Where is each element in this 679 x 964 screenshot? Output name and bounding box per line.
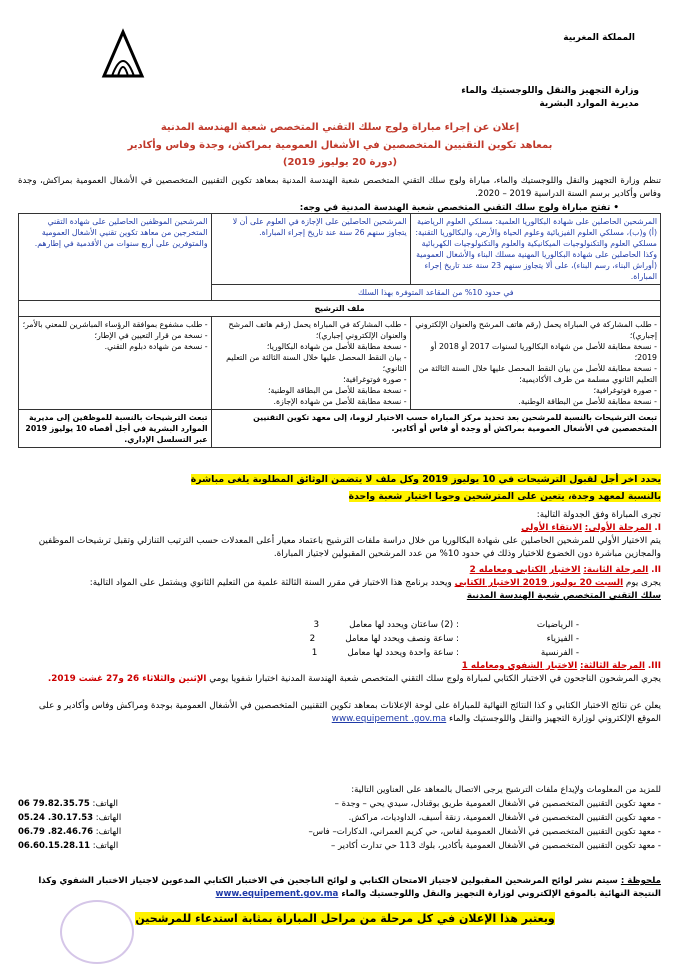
subject-row (310, 632, 579, 646)
contact-phone: 06.60.15.28.11 (18, 841, 91, 851)
doc-item: - طلب المشاركة في المباراة يحمل (رقم هاتف المرشح والعنوان الإلكتروني إجباري)؛ (228, 320, 407, 340)
results-text: يعلن عن نتائج الاختبار الكتابي و كذا النتائج النهائية للمباراة على لوحة الإعلانات بمعاهد تكوين التقنيين المتخصصين في الأشغال العمومية بوجدة ومراكش وفاس وأكادير و على الموقع الإلكتروني لوزارة التجهيز والنقل واللوجستيك والماء (38, 701, 661, 724)
stage-3 (18, 660, 661, 686)
deadline-line-1: يحدد اخر أجل لقبول الترشيحات في 10 يوليوز 2019 وكل ملف لا يتضمن الوثائق المطلوبة يلغى مباشرة (190, 474, 661, 485)
contact-address: - معهد تكوين التقنيين المتخصصين في الأشغال العمومية بأكادير، بلوك 113 حي تدارت أكادير – (331, 841, 661, 851)
doc-item: - طلب المشاركة في المباراة يحمل (رقم هاتف المرشح والعنوان الإلكتروني إجباري)؛ (415, 320, 657, 340)
stages-heading: تجرى المباراة وفق الجدولة التالية: (536, 510, 661, 520)
title-line-3: (دورة 20 يوليوز 2019) (282, 157, 398, 168)
doc-item: - نسخة من قرار التعيين في الإطار؛ (94, 331, 208, 340)
title-line-1: إعلان عن إجراء مباراة ولوج سلك التقني المتخصص شعبة الهندسة المدنية (160, 122, 520, 133)
doc-item: - نسخة مطابقة للأصل من البطاقة الوطنية؛ (267, 386, 407, 395)
col1-docs (410, 317, 660, 410)
eligibility-table (18, 213, 661, 448)
contact-phone-label: الهاتف: (95, 813, 122, 823)
contact-address: - معهد تكوين التقنيين المتخصصين في الأشغال العمومية لفاس، حي كريم العمراني، الدكارات– فاس– (308, 827, 661, 837)
contact-phone: 05.24 .30.17.53 (18, 813, 94, 823)
stage-3-num: III. (647, 661, 661, 671)
stage-1-text: يتم الاختيار الأولي للمرشحين الحاصلين على شهادة البكالوريا من خلال دراسة ملفات الترشيح باعتماد معيار أعلى المعدلات حسب الترتيب التنازلي وتقبل ترشيحات الموظفين والمجازين مباشرة دون الخضوع للاختيار وذلك في حدود 10% من عدد المرشحين المقبولين لاجتياز المباراة. (38, 536, 661, 559)
doc-item: - نسخة مطابقة للأصل من شهادة البكالوريا لسنوات 2017 أو 2018 أو 2019؛ (430, 342, 657, 362)
contact-phone: 06 79.82.35.75 (18, 799, 90, 809)
col3-head: المرشحين الموظفين الحاصلين على شهادة التقني المتخرجين من معاهد تكوين تقنيي الأشغال العمومية والمتوفرين على أربع سنوات من الأقدمية في إطارهم. (19, 214, 212, 301)
doc-item: - نسخة من شهادة دبلوم التقني. (104, 342, 208, 351)
contact-phone: 06.79 .82.46.76 (18, 827, 94, 837)
stage-2-name: الاختبار الكتابي ومعامله 2 (469, 565, 581, 575)
stage-2-num: II. (651, 565, 661, 575)
subject-name: - الرياضيات (536, 620, 579, 630)
stage-3-label: المرحلة الثالثة: (580, 661, 646, 671)
doc-item: - نسخة مطابقة للأصل من شهادة البكالوريا؛ (266, 342, 407, 351)
stage-3-text-a: يجري المرشحون الناجحون في الاختبار الكتابي لمباراة ولوج سلك التقني المتخصص شعبة الهندسة المدنية اختبارا شفويا يومي (209, 674, 661, 684)
subjects-list (310, 618, 579, 660)
intro-paragraph: تنظم وزارة التجهيز والنقل واللوجستيك والماء، مباراة ولوج سلك التقني المتخصص شعبة الهندسة المدنية بمعاهد تكوين التقنيين المتخصصين في الأشغال العمومية بمراكش، وجدة وفاس وأكادير برسم السنة الدراسية 2019 – 2020. (18, 176, 661, 199)
subject-coef: 1 (311, 648, 318, 658)
final-statement (80, 912, 610, 925)
stage-2-text-a: يجرى يوم (625, 578, 661, 588)
doc-item: - صورة فوتوغرافية؛ (593, 386, 657, 395)
send-candidates-cell: تبعث الترشيحات بالنسبة للمرشحين بعد تحديد مركز المباراة حسب الاختيار لزوما، إلى معهد تكوين التقنيين المتخصصين في الأشغال العمومية بمراكش أو وجدة أو فاس أو أكادير. (211, 410, 660, 448)
doc-item: - نسخة مطابقة للأصل من البطاقة الوطنية. (518, 397, 657, 406)
note-text: سيتم نشر لوائح المرشحين المقبولين لاجتياز الامتحان الكتابي و لوائح الناجحين في الاختبار الكتابي المدعوين لاجتياز الاختبار الشفوي وكذا النتيجة النهائية بالموقع الإلكتروني لوزارة التجهيز والنقل واللوجستيك والماء (38, 876, 661, 899)
quota-cell: في حدود 10% من المقاعد المتوفرة بهذا السلك (211, 285, 660, 301)
contact-address: - معهد تكوين التقنيين المتخصصين في الأشغال العمومية، زنقة أسيف، الداوديات، مراكش. (348, 813, 661, 823)
doc-item: - طلب مشفوع بموافقة الرؤساء المباشرين للمعني بالأمر؛ (22, 320, 208, 329)
stage-2-date: السبت 20 يوليوز 2019 الاختبار الكتابي (454, 578, 624, 588)
contacts-intro: للمزيد من المعلومات ولإيداع ملفات الترشيح يرجى الاتصال بالمعاهد على العناوين التالية: (351, 785, 661, 795)
subject-row (310, 646, 579, 660)
kingdom-label: المملكة المغربية (563, 33, 635, 43)
subject-row (310, 618, 579, 632)
note-label: ملحوظة : (620, 876, 661, 886)
note-website-link[interactable]: www.equipement.gov.ma (215, 889, 339, 899)
contact-row (18, 797, 661, 811)
subject-desc: : ساعة واحدة ويحدد لها معامل (347, 648, 459, 658)
final-text: ويعتبر هذا الإعلان في كل مرحلة من مراحل المباراة بمثابة استدعاء للمرشحين (135, 912, 555, 925)
doc-item: - نسخة مطابقة للأصل من بيان النقط المحصل عليها خلال السنة الثالثة من التعليم الثانوي مسلمة من طرف الأكاديمية؛ (418, 364, 657, 384)
stamp-icon (60, 900, 134, 964)
directorate-label: مديرية الموارد البشرية (539, 99, 639, 109)
ministry-logo-icon (100, 28, 146, 80)
doc-item: - صورة فوتوغرافية؛ (343, 375, 407, 384)
open-line-text: تفتح مباراة ولوج سلك التقني المتخصص شعبة الهندسة المدنية في وجه: (299, 203, 611, 213)
contact-row (18, 811, 661, 825)
open-line: • تفتح مباراة ولوج سلك التقني المتخصص شعبة الهندسة المدنية في وجه: (299, 203, 619, 213)
stage-3-name: الاختبار الشفوي ومعامله 1 (461, 661, 578, 671)
contact-row (18, 825, 661, 839)
col2-docs (211, 317, 410, 410)
contact-row (18, 839, 661, 853)
doc-item: - بيان النقط المحصل عليها خلال السنة الثالثة من التعليم الثانوي؛ (226, 353, 407, 373)
file-head: ملف الترشيح (19, 301, 661, 317)
stage-2-text-b: ويحدد برنامج هذا الاختبار في مقرر السنة الثالثة علمية من التعليم الثانوي ويشتمل على المواد التالية: (89, 578, 452, 588)
results-paragraph (18, 700, 661, 726)
stage-1 (18, 522, 661, 561)
send-employees-cell: تبعث الترشيحات بالنسبة للموظفين إلى مديرية الموارد البشرية في أجل أقصاه 10 يوليوز 2019 عبر التسلسل الإداري. (19, 410, 212, 448)
stage-2-sub: سلك التقني المتخصص شعبة الهندسة المدنية (466, 591, 661, 601)
contact-phone-label: الهاتف: (92, 841, 119, 851)
subject-coef: 2 (309, 634, 316, 644)
col1-head: المرشحين الحاصلين على شهادة البكالوريا العلمية: مسلكي العلوم الرياضية (أ) و(ب)، مسلكي العلوم الفيزيائية وعلوم الحياة والأرض، والبكالوريا التقنية: مسلكي العلوم والتكنولوجيات الميكانيكية والعلوم والتكنولوجيات الكهربائية وكذا الحاصلين على شهادة البكالوريا المهنية مسلك البناء والأشغال العمومية (أوراش البناء، رسم البناء)، على ألا يتجاوز سنهم 23 سنة عند تاريخ إجراء المباراة. (410, 214, 660, 285)
doc-item: - نسخة مطابقة للأصل من شهادة الإجازة. (273, 397, 407, 406)
deadline-line-2: بالنسبة لمعهد وجدة، يتعين على المترشحين وجوبا اختيار شعبة واحدة (348, 491, 661, 502)
stage-2 (18, 564, 661, 603)
ministry-label: وزارة التجهيز والنقل واللوجستيك والماء (461, 86, 639, 96)
contact-address: - معهد تكوين التقنيين المتخصصين في الأشغال العمومية طريق بوقنادل، سيدي يحي – وجدة – (334, 799, 661, 809)
contact-phone-label: الهاتف: (92, 799, 118, 809)
subject-name: - الفيزياء (546, 634, 579, 644)
website-link[interactable]: www.equipement .gov.ma (331, 714, 447, 724)
col3-docs (19, 317, 212, 410)
stage-3-date: الإثنين والثلاثاء 26 و27 غشت 2019. (47, 674, 207, 684)
stage-2-label: المرحلة الثانية: (583, 565, 649, 575)
title-line-2: بمعاهد تكوين التقنيين المتخصصين في الأشغال العمومية بمراكش، وجدة وفاس وأكادير (127, 140, 553, 151)
contacts-block (18, 783, 661, 853)
subject-desc: : (2) ساعتان ويحدد لها معامل (349, 620, 459, 630)
col2-head: المرشحين الحاصلين على الإجازة في العلوم على أن لا يتجاوز سنهم 26 سنة عند تاريخ إجراء المباراة. (211, 214, 410, 285)
deadline-block (18, 471, 661, 505)
subject-desc: : ساعة ونصف ويحدد لها معامل (345, 634, 459, 644)
subject-coef: 3 (313, 620, 320, 630)
stage-1-num: I. (654, 523, 661, 533)
contact-phone-label: الهاتف: (95, 827, 122, 837)
note-block (18, 875, 661, 901)
subject-name: - الفرنسية (540, 648, 579, 658)
stage-1-label: المرحلة الأولى: (584, 523, 652, 533)
stage-1-name: الانتقاء الأولي (521, 523, 582, 533)
